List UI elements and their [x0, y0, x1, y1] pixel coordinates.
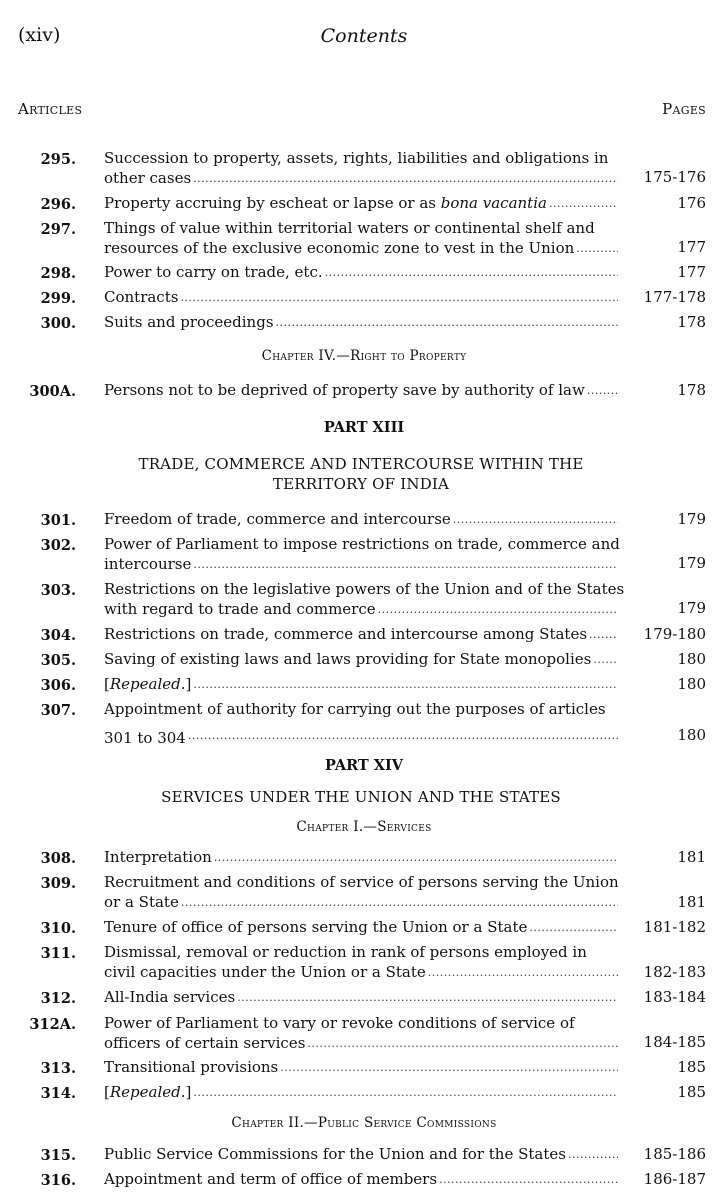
entry-title-line: 301 to 304 [104, 728, 186, 747]
part-title-line: TERRITORY OF INDIA [272, 474, 450, 493]
entry-title-line: Freedom of trade, commerce and intercourse [104, 510, 451, 528]
article-number: 300. [40, 315, 76, 332]
toc-entry[interactable] [104, 580, 625, 619]
page-number: (xiv) [18, 24, 61, 46]
article-number: 306. [40, 677, 76, 694]
page-range: 185-186 [643, 1145, 706, 1163]
entry-title-line: Succession to property, assets, rights, liabilities and obligations in [104, 149, 609, 167]
article-number: 312A. [29, 1016, 76, 1033]
article-number: 316. [40, 1172, 76, 1189]
article-number: 302. [40, 537, 76, 554]
page-range: 185 [677, 1083, 706, 1101]
toc-entry[interactable] [104, 1170, 618, 1190]
toc-entry[interactable] [104, 1145, 618, 1165]
dot-leader [587, 625, 618, 645]
entry-title-line: officers of certain services [104, 1033, 306, 1052]
dot-leader [178, 288, 618, 308]
article-number: 298. [40, 265, 76, 282]
toc-entry[interactable] [104, 194, 618, 214]
article-number: 297. [40, 221, 76, 238]
entry-title-line: Transitional provisions [104, 1058, 279, 1076]
entry-title-line: Property accruing by escheat or lapse or as bona vacantia [104, 194, 547, 212]
toc-entry[interactable] [104, 149, 618, 188]
dot-leader [235, 988, 618, 1008]
article-number: 314. [40, 1085, 76, 1102]
entry-title-line: Appointment of authority for carrying out the purposes of articles [104, 700, 606, 718]
page-range: 181 [677, 848, 706, 866]
article-number: 295. [40, 151, 76, 168]
dot-leader [591, 650, 618, 670]
part-title: SERVICES UNDER THE UNION AND THE STATES [161, 788, 561, 806]
entry-title-line: Persons not to be deprived of property save by authority of law [104, 381, 585, 399]
toc-entry[interactable] [104, 1058, 618, 1078]
dot-leader [186, 726, 618, 751]
dot-leader [437, 1170, 618, 1190]
dot-leader [585, 381, 618, 401]
page-range: 177 [677, 263, 706, 281]
part-heading: PART XIII [323, 419, 405, 436]
part-heading: PART XIV [324, 757, 403, 774]
dot-leader [191, 555, 618, 575]
page-range: 178 [677, 313, 706, 331]
pages-column-heading: Pages [662, 100, 706, 118]
entry-title-line: Dismissal, removal or reduction in rank of persons employed in [104, 943, 587, 961]
toc-entry[interactable] [104, 535, 618, 574]
dot-leader [566, 1145, 618, 1165]
page-range: 184-185 [643, 1033, 706, 1051]
dot-leader [191, 675, 618, 695]
article-number: 303. [40, 582, 76, 599]
entry-title-line: [Repealed.] [104, 675, 192, 693]
page-range: 181-182 [643, 918, 706, 936]
dot-leader [278, 1058, 618, 1078]
toc-entry[interactable] [104, 848, 618, 868]
page-range: 182-183 [643, 963, 706, 981]
article-number: 300A. [29, 383, 76, 400]
part-title [104, 455, 618, 494]
toc-entry[interactable] [104, 943, 618, 982]
part-title-line: TRADE, COMMERCE AND INTERCOURSE WITHIN THE [138, 455, 584, 473]
entry-title-line: Saving of existing laws and laws providing for State monopolies [104, 650, 592, 668]
entry-title-line: Restrictions on trade, commerce and intercourse among States [104, 625, 588, 643]
article-number: 311. [40, 945, 76, 962]
article-number: 301. [40, 512, 76, 529]
dot-leader [274, 313, 618, 333]
entry-title-line: Contracts [104, 288, 179, 306]
toc-entry[interactable] [104, 625, 618, 645]
entry-title-line: other cases [104, 168, 192, 187]
dot-leader [547, 194, 618, 214]
toc-entry[interactable] [104, 700, 618, 751]
page-range: 180 [677, 726, 706, 744]
entry-title-line: Appointment and term of office of members [104, 1170, 438, 1188]
page-range: 176 [677, 194, 706, 212]
dot-leader [191, 169, 618, 189]
dot-leader [191, 1083, 618, 1103]
entry-title-line: intercourse [104, 554, 192, 573]
toc-entry[interactable] [104, 510, 618, 530]
page-range: 181 [677, 893, 706, 911]
entry-title-line: civil capacities under the Union or a State [104, 962, 426, 981]
toc-entry[interactable] [104, 988, 618, 1008]
entry-title-line: Power of Parliament to vary or revoke conditions of service of [104, 1014, 575, 1032]
toc-entry[interactable] [104, 918, 618, 938]
dot-leader [426, 963, 618, 983]
entry-title-line: Interpretation [104, 848, 212, 866]
article-number: 315. [40, 1147, 76, 1164]
running-head: Contents [320, 25, 408, 47]
article-number: 299. [40, 290, 76, 307]
page-range: 175-176 [643, 168, 706, 186]
article-number: 309. [40, 875, 76, 892]
page-range: 179 [677, 554, 706, 572]
article-number: 305. [40, 652, 76, 669]
article-number: 312. [40, 990, 76, 1007]
dot-leader [323, 263, 618, 283]
page-range: 183-184 [643, 988, 706, 1006]
page-range: 177-178 [643, 288, 706, 306]
page-range: 186-187 [643, 1170, 706, 1188]
entry-title-line: Tenure of office of persons serving the Union or a State [104, 918, 528, 936]
entry-title-line: Power of Parliament to impose restrictions on trade, commerce and [104, 535, 620, 553]
article-number: 307. [40, 702, 76, 719]
dot-leader [574, 239, 618, 259]
article-number: 296. [40, 196, 76, 213]
dot-leader [527, 918, 618, 938]
dot-leader [305, 1034, 618, 1054]
chapter-heading: Chapter I.—Services [296, 819, 432, 835]
entry-title-line: Restrictions on the legislative powers of the Union and of the States [104, 580, 625, 598]
page-range: 178 [677, 381, 706, 399]
entry-title-line: Power to carry on trade, etc. [104, 263, 323, 281]
article-number: 313. [40, 1060, 76, 1077]
page-range: 180 [677, 675, 706, 693]
toc-entry[interactable] [104, 1014, 618, 1053]
entry-title-line: Public Service Commissions for the Union and for the States [104, 1145, 566, 1163]
toc-entry[interactable] [104, 381, 618, 401]
entry-title-line: [Repealed.] [104, 1083, 192, 1101]
dot-leader [451, 510, 618, 530]
dot-leader [212, 848, 618, 868]
page-range: 179 [677, 510, 706, 528]
entry-title-line: resources of the exclusive economic zone to vest in the Union [104, 238, 575, 257]
articles-column-heading: Articles [18, 100, 83, 118]
toc-entry[interactable] [104, 219, 618, 258]
entry-title-line: Suits and proceedings [104, 313, 274, 331]
page-range: 179 [677, 599, 706, 617]
dot-leader [376, 600, 618, 620]
toc-entry[interactable] [104, 675, 618, 695]
page-range: 177 [677, 238, 706, 256]
page-range: 179-180 [643, 625, 706, 643]
entry-title-line: with regard to trade and commerce [104, 599, 376, 618]
article-number: 308. [40, 850, 76, 867]
toc-entry[interactable] [104, 313, 618, 333]
toc-entry[interactable] [104, 288, 618, 308]
article-number: 304. [40, 627, 76, 644]
toc-entry[interactable] [104, 1083, 618, 1103]
toc-entry[interactable] [104, 650, 618, 670]
entry-title-line: or a State [104, 892, 179, 911]
chapter-heading: Chapter IV.—Right to Property [261, 348, 467, 364]
article-number: 310. [40, 920, 76, 937]
entry-title-line: Recruitment and conditions of service of persons serving the Union [104, 873, 619, 891]
entry-title-line: All-India services [104, 988, 236, 1006]
entry-title-line: Things of value within territorial waters or continental shelf and [104, 219, 595, 237]
chapter-heading: Chapter II.—Public Service Commissions [231, 1115, 497, 1131]
page-range: 185 [677, 1058, 706, 1076]
page-range: 180 [677, 650, 706, 668]
toc-entry[interactable] [104, 873, 618, 912]
toc-entry[interactable] [104, 263, 618, 283]
dot-leader [179, 893, 618, 913]
